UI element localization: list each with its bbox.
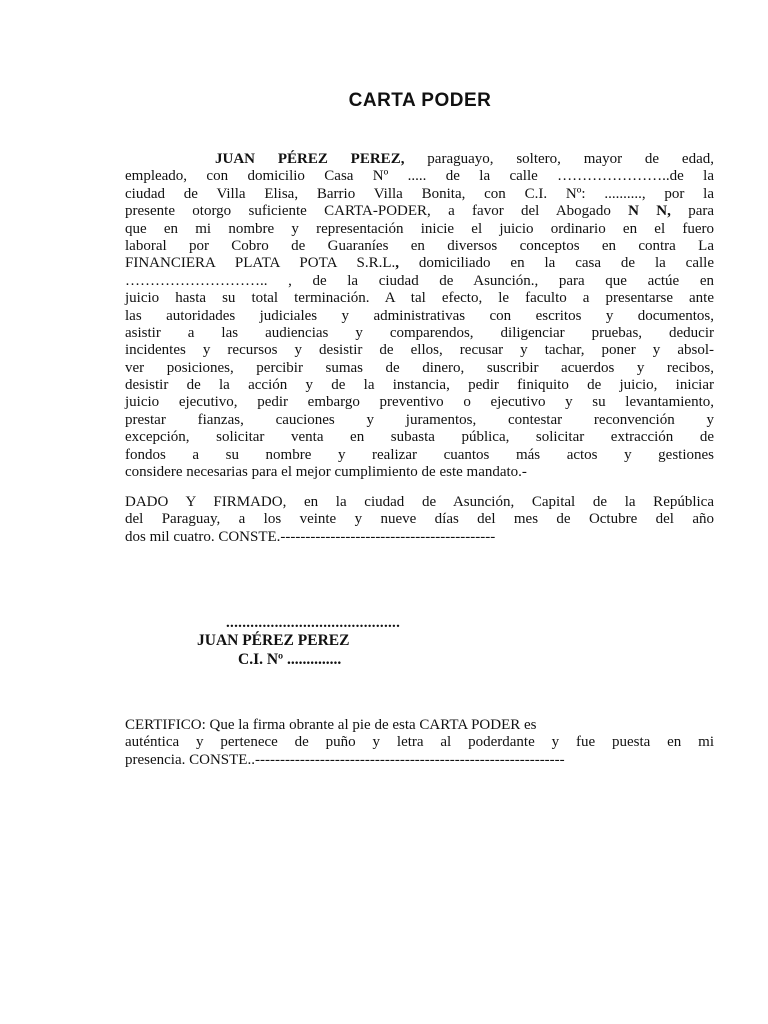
certifico-line: presencia. CONSTE..-------------------------------------------------------------- [125, 751, 565, 768]
document-title: CARTA PODER [348, 90, 492, 111]
body-line: fondos a su nombre y realizar cuantos más actos y gestiones [125, 446, 714, 463]
body-line: prestar fianzas, cauciones y juramentos, contestar reconvención y [125, 411, 714, 428]
signature-ci: C.I. Nº .............. [238, 651, 342, 668]
body-line: que en mi nombre y representación inicie el juicio ordinario en el fuero [125, 220, 714, 237]
body-line: desistir de la acción y de la instancia, pedir finiquito de juicio, iniciar [125, 377, 714, 394]
body-line: JUAN PÉREZ PEREZ, paraguayo, soltero, mayor de edad, [215, 151, 714, 167]
body-line: juicio hasta su total terminación. A tal efecto, le faculto a presentarse ante [125, 290, 714, 307]
body-line: las autoridades judiciales y administrativas con escritos y documentos, [125, 307, 714, 324]
signature-line: ........................................... [226, 615, 401, 631]
body-line: ciudad de Villa Elisa, Barrio Villa Bonita, con C.I. Nº: .........., por la [125, 185, 714, 202]
dado-line: del Paraguay, a los veinte y nueve días del mes de Octubre del año [125, 511, 714, 528]
body-line: incidentes y recursos y desistir de ellos, recusar y tachar, poner y absol- [125, 342, 714, 359]
dado-line: DADO Y FIRMADO, en la ciudad de Asunción, Capital de la República [125, 494, 714, 510]
certifico-line: auténtica y pertenece de puño y letra al poderdante y fue puesta en mi [125, 734, 714, 751]
power-of-attorney-body [125, 151, 714, 481]
body-line: juicio ejecutivo, pedir embargo preventivo o ejecutivo y su levantamiento, [125, 394, 714, 411]
body-line: FINANCIERA PLATA POTA S.R.L., domiciliado en la casa de la calle [125, 255, 714, 272]
body-line: asistir a las audiencias y comparendos, diligenciar pruebas, deducir [125, 324, 714, 341]
dado-y-firmado-paragraph [125, 494, 714, 546]
body-line: laboral por Cobro de Guaraníes en diversos conceptos en contra La [125, 237, 714, 254]
body-line: ver posiciones, percibir sumas de dinero, suscribir acuerdos y recibos, [125, 359, 714, 376]
certifico-paragraph [125, 717, 714, 769]
signature-name: JUAN PÉREZ PEREZ [197, 632, 350, 649]
body-line: empleado, con domicilio Casa Nº ..... de la calle …………………..de la [125, 168, 714, 185]
dado-line: dos mil cuatro. CONSTE.------------------------------------------- [125, 528, 496, 545]
body-line: ……………………….. , de la ciudad de Asunción., para que actúe en [125, 272, 714, 289]
attorney-name: N N, [628, 203, 671, 220]
certifico-line: CERTIFICO: Que la firma obrante al pie de esta CARTA PODER es [125, 717, 537, 733]
grantor-name: JUAN PÉREZ PEREZ, [215, 151, 405, 167]
body-line: considere necesarias para el mejor cumplimiento de este mandato.- [125, 464, 527, 481]
defendant-name: FINANCIERA PLATA POTA S.R.L. [125, 255, 396, 272]
body-line: presente otorgo suficiente CARTA-PODER, a favor del Abogado N N, para [125, 203, 714, 220]
body-line: excepción, solicitar venta en subasta pública, solicitar extracción de [125, 429, 714, 446]
